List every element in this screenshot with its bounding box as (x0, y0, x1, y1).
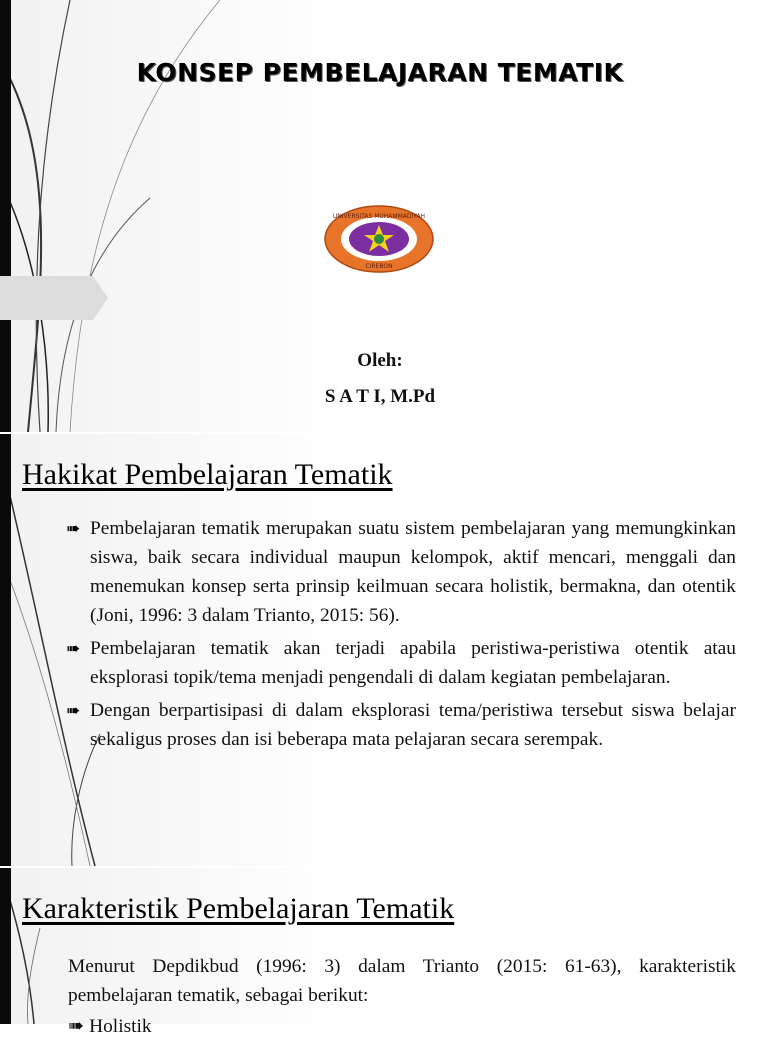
bullet-text: Pembelajaran tematik merupakan suatu sistem pembelajaran yang memungkinkan siswa, baik secara individual maupun kelompok, aktif mencari, menggali dan menemukan konsep serta prinsip keilmuan secara holistik, bermakna, dan otentik (Joni, 1996: 3 dalam Trianto, 2015: 56). (90, 518, 736, 626)
pointing-hand-icon: ➠ (66, 519, 81, 538)
left-arrow-tab (0, 276, 108, 320)
pointing-hand-icon: ➠ (66, 701, 81, 720)
list-item (68, 1012, 152, 1041)
left-accent-bar (0, 434, 11, 866)
bullet-text: Pembelajaran tematik akan terjadi apabila peristiwa-peristiwa otentik atau eksplorasi topik/tema menjadi pengendali di dalam kegiatan pembelajaran. (90, 638, 736, 688)
cover-title: KONSEP PEMBELAJARAN TEMATIK (136, 58, 624, 87)
left-accent-bar (0, 868, 11, 1024)
pointing-hand-icon: ➠ (66, 639, 81, 658)
slide-hakikat (0, 434, 768, 866)
slide-title (0, 0, 768, 432)
section-heading: Karakteristik Pembelajaran Tematik (22, 892, 455, 925)
intro-paragraph: Menurut Depdikbud (1996: 3) dalam Trianto (2015: 61-63), karakteristik pembelajaran tematik, sebagai berikut: (68, 956, 736, 1006)
university-logo (322, 204, 436, 274)
pointing-hand-icon: ➠ (68, 1016, 85, 1037)
author-name: S A T I, M.Pd (324, 386, 436, 407)
bullet-text: Dengan berpartisipasi di dalam eksplorasi tema/peristiwa tersebut siswa belajar sekaligus proses dan isi beberapa mata pelajaran secara serempak. (90, 700, 736, 750)
bullet-list (66, 514, 736, 758)
list-item (66, 514, 736, 630)
list-item (66, 696, 736, 754)
list-item (66, 634, 736, 692)
logo-top-text: UNIVERSITAS MUHAMMADIYAH (332, 213, 426, 220)
section-heading: Hakikat Pembelajaran Tematik (22, 458, 393, 491)
slide-karakteristik (0, 868, 768, 1037)
bullet-text: Holistik (89, 1016, 152, 1037)
logo-bottom-text: CIREBON (365, 263, 393, 270)
author-label: Oleh: (357, 350, 403, 371)
